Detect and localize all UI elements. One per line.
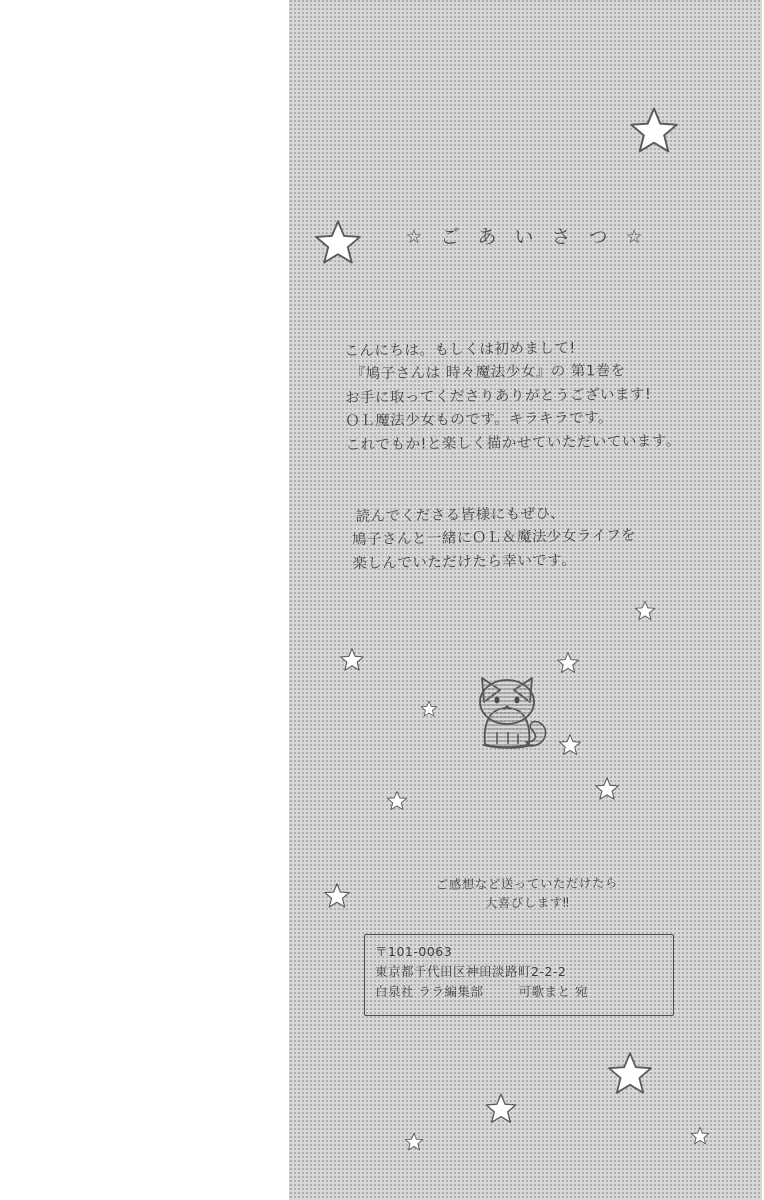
message-line: 楽しんでいただけたら幸いです。 <box>352 552 577 573</box>
closing-note <box>290 872 764 916</box>
closing-line: ご感想など送っていただけたら <box>435 875 618 892</box>
greeting-paragraph <box>344 336 745 458</box>
message-paragraph <box>351 500 752 577</box>
star-icon <box>594 776 620 802</box>
star-icon <box>484 1092 518 1126</box>
greeting-line: こんにちは。もしくは初めまして! <box>344 340 576 360</box>
page-gutter <box>0 0 290 1200</box>
publisher-name: 白泉社 <box>375 983 415 999</box>
greeting-line: これでもか!と楽しく描かせていただいています。 <box>345 433 681 454</box>
star-icon <box>606 1050 654 1098</box>
greeting-line: ＯＬ魔法少女ものです。キラキラです。 <box>345 410 614 430</box>
star-icon <box>404 1132 424 1152</box>
closing-line: 大喜びします‼ <box>484 894 570 911</box>
cat-illustration <box>452 660 562 770</box>
address-box <box>364 934 674 1016</box>
recipient-name: 可歌まと 宛 <box>518 983 588 999</box>
star-icon <box>634 600 656 622</box>
screentone-panel <box>290 0 764 1200</box>
greeting-line: お手に取ってくださりありがとうございます! <box>344 386 652 407</box>
star-icon <box>628 105 680 157</box>
message-line: 読んでくださる皆様にもぜひ、 <box>355 505 566 526</box>
address-content <box>365 935 673 1001</box>
star-icon <box>386 790 408 812</box>
address-line: 東京都千代田区神田淡路町2-2-2 <box>375 963 567 979</box>
department-name: ララ編集部 <box>418 983 484 999</box>
publisher-line <box>375 982 673 1002</box>
postal-code: 〒101-0063 <box>375 944 453 959</box>
greeting-line: 『鳩子さんは 時々魔法少女』の 第1巻を <box>350 363 626 383</box>
star-icon <box>420 700 438 718</box>
star-icon <box>690 1126 710 1146</box>
page-title: ☆ ご あ い さ つ ☆ <box>405 226 649 248</box>
star-icon <box>339 647 365 673</box>
message-line: 鳩子さんと一緒にＯＬ＆魔法少女ライフを <box>351 528 637 549</box>
